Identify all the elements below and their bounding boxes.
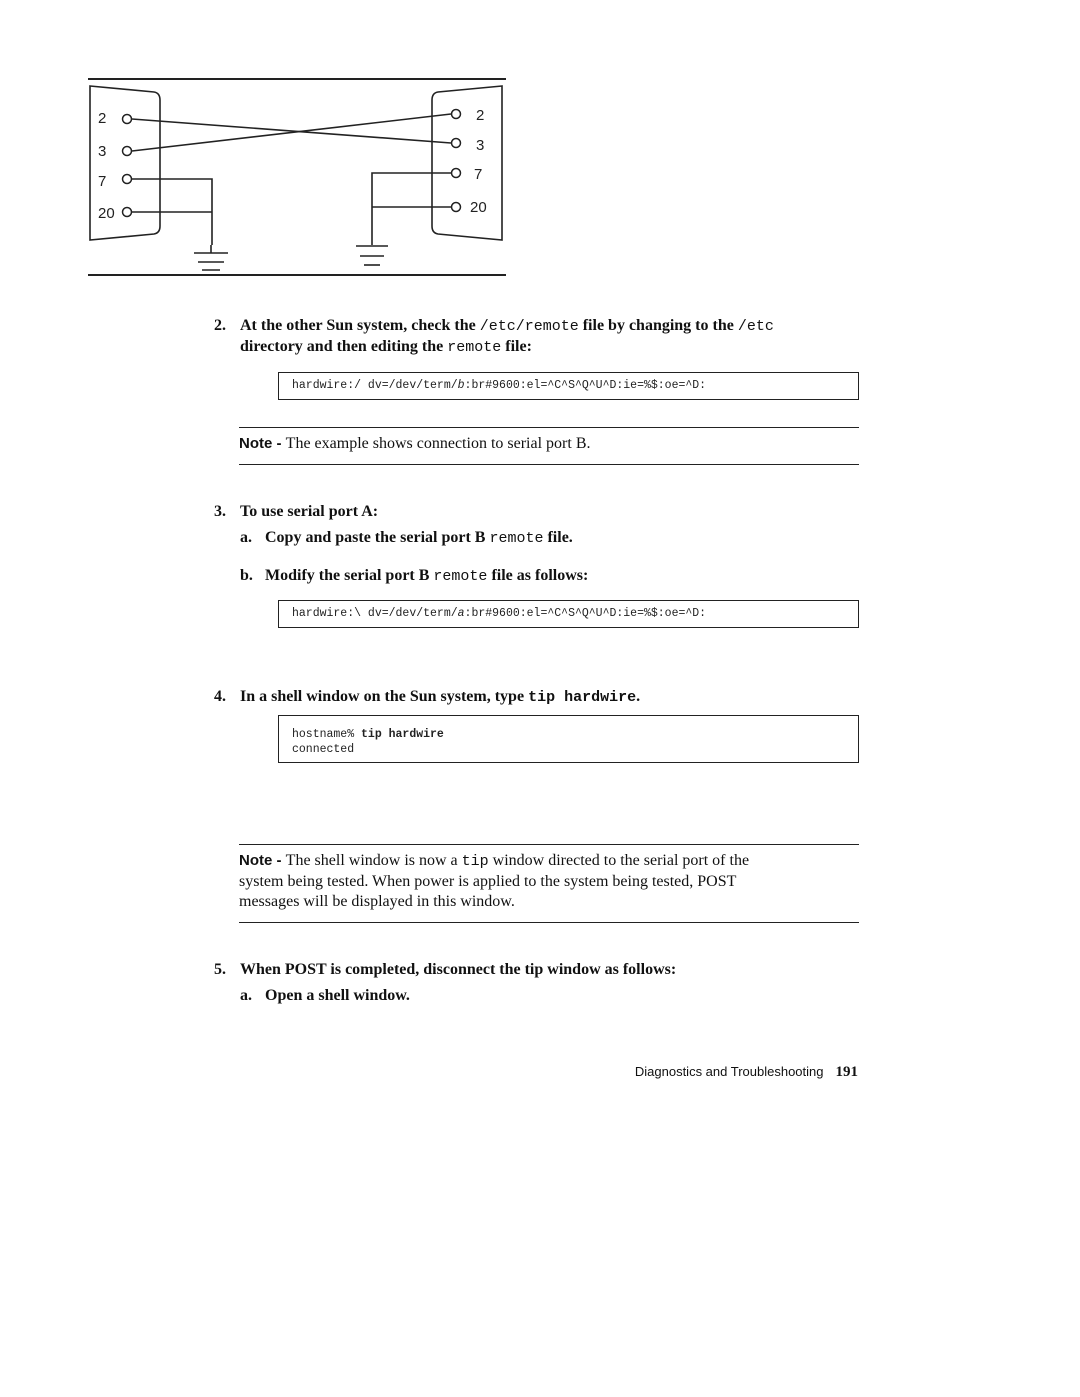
step-3-text: To use serial port A: <box>240 503 379 520</box>
step-3a-letter: a. <box>240 529 252 546</box>
step-5-text: When POST is completed, disconnect the tip window as follows: <box>240 961 677 978</box>
note-tip-window <box>239 844 859 923</box>
right-pin-7-label: 7 <box>474 166 483 183</box>
terminal-prompt: hostname% <box>292 728 362 741</box>
left-pin-20-label: 20 <box>98 205 115 222</box>
left-ground-symbol <box>194 245 228 270</box>
note-serial-port-b <box>239 427 859 465</box>
step-4-command: tip hardwire <box>528 689 637 706</box>
note-tip-code: tip <box>461 853 489 870</box>
step-3b-text-a: Modify the serial port B <box>265 567 434 584</box>
note-text: The example shows connection to serial port B. <box>285 435 591 452</box>
step-3a-text-a: Copy and paste the serial port B <box>265 529 490 546</box>
right-pin-3 <box>452 139 461 148</box>
step-3a-text-b: file. <box>543 529 573 546</box>
step-2-text-a: At the other Sun system, check the <box>240 317 480 334</box>
step-4-text-b: . <box>636 688 641 705</box>
step-3a-remote-filename: remote <box>489 530 544 547</box>
step-2-text-b: file by changing to the <box>578 317 738 334</box>
null-modem-wiring-diagram <box>80 70 520 290</box>
step-3b <box>240 566 880 587</box>
step-2-code-block <box>278 372 859 400</box>
step-2-remote-filename: remote <box>447 339 502 356</box>
right-pin-3-label: 3 <box>476 137 485 154</box>
step-2 <box>214 316 874 358</box>
step-4-number: 4. <box>214 688 226 705</box>
code-line-prefix: hardwire:/ dv=/dev/term/ <box>292 379 458 392</box>
note-text-b: window directed to the serial port of the <box>488 852 750 869</box>
note-label: Note - <box>239 435 286 452</box>
wire-3-to-2 <box>132 114 451 151</box>
step-2-path-etc-remote: /etc/remote <box>479 318 579 335</box>
right-pin-20 <box>452 203 461 212</box>
step-2-number: 2. <box>214 317 226 334</box>
step-2-path-etc: /etc <box>737 318 774 335</box>
step-5-number: 5. <box>214 961 226 978</box>
step-3b-text-b: file as follows: <box>487 567 589 584</box>
terminal-output: connected <box>292 743 355 756</box>
step-4-text-a: In a shell window on the Sun system, type <box>240 688 529 705</box>
code-line-prefix: hardwire:\ dv=/dev/term/ <box>292 607 458 620</box>
step-4-terminal-block <box>278 715 859 763</box>
step-4 <box>214 687 874 708</box>
code-port-letter: a <box>457 607 465 620</box>
left-pin-2 <box>123 115 132 124</box>
right-pin-7 <box>452 169 461 178</box>
note-line-2: system being tested. When power is applied to the system being tested, POST <box>239 873 737 890</box>
step-5a-text: Open a shell window. <box>265 987 410 1004</box>
wire-2-to-3 <box>132 119 451 143</box>
note-label: Note - <box>239 852 286 869</box>
right-connector-shell <box>432 86 502 240</box>
left-pin-2-label: 2 <box>98 110 107 127</box>
right-pin-20-label: 20 <box>470 199 487 216</box>
page-number: 191 <box>835 1064 858 1080</box>
right-pin-2-label: 2 <box>476 107 485 124</box>
step-3 <box>214 502 874 522</box>
footer-section-title: Diagnostics and Troubleshooting <box>634 1064 824 1079</box>
step-3b-remote-filename: remote <box>433 568 488 585</box>
left-pin-3-label: 3 <box>98 143 107 160</box>
left-pin-3 <box>123 147 132 156</box>
note-line-3: messages will be displayed in this window. <box>239 893 515 910</box>
step-3b-letter: b. <box>240 567 253 584</box>
step-5 <box>214 960 874 980</box>
step-2-text-d: file: <box>501 338 532 355</box>
code-line-suffix: :br#9600:el=^C^S^Q^U^D:ie=%$:oe=^D: <box>464 379 707 392</box>
left-pin-7 <box>123 175 132 184</box>
terminal-command: tip hardwire <box>361 728 444 741</box>
code-line-suffix: :br#9600:el=^C^S^Q^U^D:ie=%$:oe=^D: <box>464 607 707 620</box>
right-pin-2 <box>452 110 461 119</box>
step-5a <box>240 986 880 1006</box>
step-2-text-c: directory and then editing the <box>240 338 448 355</box>
left-pin-20 <box>123 208 132 217</box>
left-pin-7-label: 7 <box>98 173 107 190</box>
page-footer <box>500 1064 858 1081</box>
step-3a <box>240 528 880 549</box>
step-3-code-block <box>278 600 859 628</box>
step-5a-letter: a. <box>240 987 252 1004</box>
code-port-letter: b <box>457 379 465 392</box>
right-ground-symbol <box>356 246 388 265</box>
note-text-a: The shell window is now a <box>285 852 462 869</box>
step-3-number: 3. <box>214 503 226 520</box>
